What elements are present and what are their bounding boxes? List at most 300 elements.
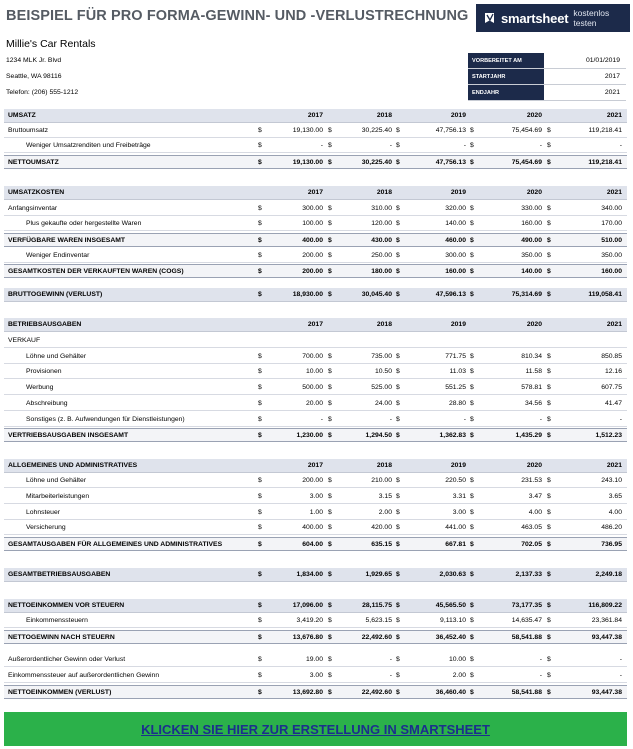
amount-cell[interactable]: 200.00 — [302, 252, 323, 259]
amount-cell[interactable]: 330.00 — [521, 205, 542, 212]
smartsheet-trial-banner[interactable] — [476, 4, 630, 32]
currency-symbol: $ — [396, 493, 400, 500]
smartsheet-logo-icon — [484, 12, 495, 24]
year-column-header: 2020 — [526, 321, 542, 328]
amount-cell[interactable]: 93,447.38 — [591, 634, 622, 641]
year-column-header: 2020 — [526, 112, 542, 119]
amount-cell[interactable]: 119,058.41 — [588, 291, 622, 298]
currency-symbol: $ — [328, 656, 332, 663]
currency-symbol: $ — [547, 252, 551, 259]
total-row — [4, 155, 627, 169]
currency-symbol: $ — [470, 237, 474, 244]
amount-cell[interactable]: 19,130.00 — [292, 159, 323, 166]
amount-cell[interactable]: - — [320, 416, 323, 423]
currency-symbol: $ — [470, 400, 474, 407]
company-address-line-1: 1234 MLK Jr. Blvd — [6, 57, 62, 64]
amount-cell[interactable]: 3.00 — [309, 672, 323, 679]
amount-cell[interactable]: 3.65 — [608, 493, 622, 500]
amount-cell[interactable]: 75,314.69 — [511, 291, 542, 298]
row-label: Einkommenssteuer auf außerordentlichen Gewinn — [8, 672, 160, 679]
amount-cell[interactable]: 551.25 — [445, 384, 466, 391]
amount-cell[interactable]: 30,225.40 — [361, 127, 392, 134]
amount-cell[interactable]: 2,249.18 — [595, 571, 622, 578]
table-row — [4, 139, 627, 153]
row-label: Einkommenssteuern — [26, 617, 88, 624]
currency-symbol: $ — [547, 571, 551, 578]
currency-symbol: $ — [470, 416, 474, 423]
amount-cell[interactable]: 1,435.29 — [515, 432, 542, 439]
table-row — [4, 397, 627, 411]
amount-cell[interactable]: 23,361.84 — [591, 617, 622, 624]
currency-symbol: $ — [258, 220, 262, 227]
row-label: BRUTTOGEWINN (VERLUST) — [8, 291, 103, 298]
amount-cell[interactable]: 160.00 — [445, 268, 466, 275]
currency-symbol: $ — [547, 509, 551, 516]
amount-cell[interactable]: 45,565.50 — [435, 602, 466, 609]
amount-cell[interactable]: 1,362.83 — [439, 432, 466, 439]
currency-symbol: $ — [328, 252, 332, 259]
amount-cell[interactable]: - — [539, 656, 542, 663]
amount-cell[interactable]: 3.15 — [378, 493, 392, 500]
amount-cell[interactable]: 75,454.69 — [511, 127, 542, 134]
amount-cell[interactable]: 635.15 — [371, 541, 392, 548]
currency-symbol: $ — [396, 142, 400, 149]
currency-symbol: $ — [258, 127, 262, 134]
amount-cell[interactable]: 2,137.33 — [515, 571, 542, 578]
row-label: Weniger Endinventar — [26, 252, 90, 259]
currency-symbol: $ — [470, 672, 474, 679]
table-row — [4, 365, 627, 379]
amount-cell[interactable]: 340.00 — [601, 205, 622, 212]
currency-symbol: $ — [396, 477, 400, 484]
amount-cell[interactable]: 2.00 — [452, 672, 466, 679]
create-in-smartsheet-button[interactable] — [4, 712, 627, 746]
currency-symbol: $ — [396, 268, 400, 275]
amount-cell[interactable]: 36,460.40 — [435, 689, 466, 696]
currency-symbol: $ — [396, 509, 400, 516]
amount-cell[interactable]: 3,419.20 — [296, 617, 323, 624]
amount-cell[interactable]: 140.00 — [445, 220, 466, 227]
amount-cell[interactable]: 4.00 — [528, 509, 542, 516]
table-row — [4, 334, 627, 348]
amount-cell[interactable]: 9,113.10 — [440, 617, 466, 624]
currency-symbol: $ — [470, 220, 474, 227]
amount-cell[interactable]: 11.03 — [449, 368, 466, 375]
amount-cell[interactable]: 17,096.00 — [292, 602, 323, 609]
amount-cell[interactable]: 1,294.50 — [365, 432, 392, 439]
currency-symbol: $ — [396, 689, 400, 696]
currency-symbol: $ — [470, 384, 474, 391]
amount-cell[interactable]: 850.85 — [601, 353, 622, 360]
amount-cell[interactable]: - — [389, 672, 392, 679]
amount-cell[interactable]: - — [389, 142, 392, 149]
amount-cell[interactable]: 667.81 — [445, 541, 466, 548]
currency-symbol: $ — [258, 493, 262, 500]
currency-symbol: $ — [258, 571, 262, 578]
currency-symbol: $ — [396, 634, 400, 641]
currency-symbol: $ — [258, 252, 262, 259]
amount-cell[interactable]: 180.00 — [371, 268, 392, 275]
currency-symbol: $ — [470, 205, 474, 212]
amount-cell[interactable]: 10.50 — [374, 368, 392, 375]
currency-symbol: $ — [547, 493, 551, 500]
brand-cta[interactable]: kostenlos testen — [573, 8, 610, 28]
amount-cell[interactable]: 170.00 — [601, 220, 622, 227]
amount-cell[interactable]: 771.75 — [445, 353, 466, 360]
currency-symbol: $ — [396, 400, 400, 407]
amount-cell[interactable]: 10.00 — [448, 656, 466, 663]
amount-cell[interactable]: 140.00 — [521, 268, 542, 275]
amount-cell[interactable]: 486.20 — [601, 524, 622, 531]
currency-symbol: $ — [328, 493, 332, 500]
row-label: NETTOEINKOMMEN (VERLUST) — [8, 689, 112, 696]
year-column-header: 2017 — [307, 321, 323, 328]
amount-cell[interactable]: 30,225.40 — [361, 159, 392, 166]
currency-symbol: $ — [396, 541, 400, 548]
amount-cell[interactable]: - — [619, 416, 622, 423]
currency-symbol: $ — [396, 368, 400, 375]
currency-symbol: $ — [547, 384, 551, 391]
currency-symbol: $ — [328, 159, 332, 166]
row-label: Werbung — [26, 384, 54, 391]
amount-cell[interactable]: 4.00 — [608, 509, 622, 516]
amount-cell[interactable]: 231.53 — [521, 477, 542, 484]
currency-symbol: $ — [258, 416, 262, 423]
end-year-value[interactable]: 2021 — [604, 89, 620, 96]
currency-symbol: $ — [396, 252, 400, 259]
table-row — [4, 217, 627, 231]
year-column-header: 2019 — [450, 112, 466, 119]
amount-cell[interactable]: 47,756.13 — [435, 159, 466, 166]
amount-cell[interactable]: 210.00 — [371, 477, 392, 484]
amount-cell[interactable]: 2.00 — [378, 509, 392, 516]
amount-cell[interactable]: 500.00 — [302, 384, 323, 391]
amount-cell[interactable]: 525.00 — [371, 384, 392, 391]
amount-cell[interactable]: 1,230.00 — [296, 432, 323, 439]
amount-cell[interactable]: 13,676.80 — [292, 634, 323, 641]
amount-cell[interactable]: 116,809.22 — [588, 602, 622, 609]
amount-cell[interactable]: 47,756.13 — [435, 127, 466, 134]
amount-cell[interactable]: 1,834.00 — [296, 571, 323, 578]
currency-symbol: $ — [547, 656, 551, 663]
info-row-prepared — [468, 53, 626, 69]
amount-cell[interactable]: 24.00 — [374, 400, 392, 407]
amount-cell[interactable]: 13,692.80 — [292, 689, 323, 696]
prepared-value[interactable]: 01/01/2019 — [585, 57, 620, 64]
amount-cell[interactable]: 1,929.65 — [365, 571, 392, 578]
amount-cell[interactable]: 3.00 — [309, 493, 323, 500]
total-row — [4, 568, 627, 582]
amount-cell[interactable]: 22,492.60 — [361, 689, 392, 696]
section-header-row — [4, 186, 627, 200]
amount-cell[interactable]: 400.00 — [302, 524, 323, 531]
currency-symbol: $ — [547, 353, 551, 360]
currency-symbol: $ — [470, 571, 474, 578]
currency-symbol: $ — [470, 432, 474, 439]
amount-cell[interactable]: 73,177.35 — [511, 602, 542, 609]
currency-symbol: $ — [547, 416, 551, 423]
amount-cell[interactable]: - — [539, 672, 542, 679]
section-header-row — [4, 459, 627, 473]
currency-symbol: $ — [258, 541, 262, 548]
amount-cell[interactable]: 3.47 — [528, 493, 542, 500]
currency-symbol: $ — [258, 268, 262, 275]
amount-cell[interactable]: - — [539, 142, 542, 149]
company-name: Millie's Car Rentals — [6, 38, 96, 50]
table-row — [4, 669, 627, 683]
currency-symbol: $ — [470, 617, 474, 624]
year-column-header: 2017 — [307, 462, 323, 469]
amount-cell[interactable]: 250.00 — [371, 252, 392, 259]
currency-symbol: $ — [396, 524, 400, 531]
currency-symbol: $ — [547, 524, 551, 531]
amount-cell[interactable]: 810.34 — [521, 353, 542, 360]
table-row — [4, 381, 627, 395]
amount-cell[interactable]: 160.00 — [521, 220, 542, 227]
amount-cell[interactable]: 578.81 — [521, 384, 542, 391]
amount-cell[interactable]: - — [619, 142, 622, 149]
amount-cell[interactable]: 702.05 — [521, 541, 542, 548]
currency-symbol: $ — [470, 493, 474, 500]
amount-cell[interactable]: - — [539, 416, 542, 423]
year-column-header: 2019 — [450, 462, 466, 469]
currency-symbol: $ — [470, 524, 474, 531]
currency-symbol: $ — [470, 368, 474, 375]
currency-symbol: $ — [328, 384, 332, 391]
amount-cell[interactable]: 350.00 — [521, 252, 542, 259]
amount-cell[interactable]: 300.00 — [302, 205, 323, 212]
amount-cell[interactable]: 1.00 — [309, 509, 323, 516]
amount-cell[interactable]: 20.00 — [305, 400, 323, 407]
start-year-value[interactable]: 2017 — [604, 73, 620, 80]
currency-symbol: $ — [328, 268, 332, 275]
amount-cell[interactable]: 19.00 — [305, 656, 323, 663]
amount-cell[interactable]: 320.00 — [445, 205, 466, 212]
row-label: Außerordentlicher Gewinn oder Verlust — [8, 656, 126, 663]
amount-cell[interactable]: 510.00 — [601, 237, 622, 244]
amount-cell[interactable]: 58,541.88 — [511, 634, 542, 641]
amount-cell[interactable]: 441.00 — [445, 524, 466, 531]
currency-symbol: $ — [470, 656, 474, 663]
company-phone: Telefon: (206) 555-1212 — [6, 89, 79, 96]
amount-cell[interactable]: 490.00 — [521, 237, 542, 244]
amount-cell[interactable]: 47,596.13 — [435, 291, 466, 298]
currency-symbol: $ — [470, 291, 474, 298]
row-label: Lohnsteuer — [26, 509, 61, 516]
amount-cell[interactable]: 350.00 — [601, 252, 622, 259]
currency-symbol: $ — [547, 634, 551, 641]
amount-cell[interactable]: 5,623.15 — [365, 617, 392, 624]
amount-cell[interactable]: - — [463, 416, 466, 423]
currency-symbol: $ — [328, 142, 332, 149]
amount-cell[interactable]: 220.50 — [445, 477, 466, 484]
amount-cell[interactable]: 28.80 — [448, 400, 466, 407]
company-address-line-2: Seattle, WA 98116 — [6, 73, 62, 80]
info-box — [468, 53, 626, 101]
amount-cell[interactable]: 18,930.00 — [292, 291, 323, 298]
currency-symbol: $ — [547, 205, 551, 212]
currency-symbol: $ — [328, 432, 332, 439]
year-column-header: 2018 — [376, 189, 392, 196]
currency-symbol: $ — [258, 477, 262, 484]
amount-cell[interactable]: 200.00 — [302, 268, 323, 275]
amount-cell[interactable]: 75,454.69 — [511, 159, 542, 166]
currency-symbol: $ — [328, 634, 332, 641]
currency-symbol: $ — [547, 477, 551, 484]
table-row — [4, 506, 627, 520]
currency-symbol: $ — [328, 477, 332, 484]
amount-cell[interactable]: 160.00 — [601, 268, 622, 275]
table-row — [4, 413, 627, 427]
amount-cell[interactable]: 300.00 — [445, 252, 466, 259]
amount-cell[interactable]: 41.47 — [604, 400, 622, 407]
row-label: Anfangsinventar — [8, 205, 58, 212]
table-row — [4, 614, 627, 628]
row-label: Provisionen — [26, 368, 62, 375]
currency-symbol: $ — [470, 353, 474, 360]
year-column-header: 2018 — [376, 462, 392, 469]
total-row — [4, 288, 627, 302]
currency-symbol: $ — [470, 142, 474, 149]
amount-cell[interactable]: 119,218.41 — [588, 159, 622, 166]
amount-cell[interactable]: 700.00 — [302, 353, 323, 360]
amount-cell[interactable]: 19,130.00 — [292, 127, 323, 134]
amount-cell[interactable]: - — [320, 142, 323, 149]
row-label: Sonstiges (z. B. Aufwendungen für Dienstleistungen) — [26, 416, 185, 423]
amount-cell[interactable]: 100.00 — [302, 220, 323, 227]
currency-symbol: $ — [396, 127, 400, 134]
prepared-label: VORBEREITET AM — [468, 53, 544, 68]
amount-cell[interactable]: 200.00 — [302, 477, 323, 484]
amount-cell[interactable]: 310.00 — [371, 205, 392, 212]
currency-symbol: $ — [547, 602, 551, 609]
amount-cell[interactable]: - — [619, 672, 622, 679]
amount-cell[interactable]: 11.58 — [525, 368, 542, 375]
currency-symbol: $ — [328, 368, 332, 375]
currency-symbol: $ — [258, 524, 262, 531]
info-row-end-year — [468, 85, 626, 101]
currency-symbol: $ — [547, 689, 551, 696]
amount-cell[interactable]: 36,452.40 — [435, 634, 466, 641]
currency-symbol: $ — [547, 291, 551, 298]
currency-symbol: $ — [258, 368, 262, 375]
amount-cell[interactable]: - — [619, 656, 622, 663]
year-column-header: 2019 — [450, 189, 466, 196]
amount-cell[interactable]: 400.00 — [302, 237, 323, 244]
currency-symbol: $ — [470, 477, 474, 484]
amount-cell[interactable]: 3.31 — [452, 493, 466, 500]
table-row — [4, 599, 627, 613]
currency-symbol: $ — [396, 656, 400, 663]
amount-cell[interactable]: 119,218.41 — [588, 127, 622, 134]
amount-cell[interactable]: 607.75 — [601, 384, 622, 391]
create-in-smartsheet-label[interactable]: KLICKEN SIE HIER ZUR ERSTELLUNG IN SMARTSHEET — [141, 721, 490, 737]
currency-symbol: $ — [547, 400, 551, 407]
currency-symbol: $ — [258, 672, 262, 679]
row-label: Mitarbeiterleistungen — [26, 493, 90, 500]
currency-symbol: $ — [396, 353, 400, 360]
amount-cell[interactable]: - — [389, 416, 392, 423]
amount-cell[interactable]: 14,635.47 — [511, 617, 542, 624]
currency-symbol: $ — [328, 524, 332, 531]
table-row — [4, 202, 627, 216]
amount-cell[interactable]: 3.00 — [452, 509, 466, 516]
currency-symbol: $ — [470, 634, 474, 641]
currency-symbol: $ — [258, 509, 262, 516]
year-column-header: 2021 — [606, 112, 622, 119]
amount-cell[interactable]: 243.10 — [601, 477, 622, 484]
currency-symbol: $ — [396, 617, 400, 624]
amount-cell[interactable]: - — [463, 142, 466, 149]
currency-symbol: $ — [258, 432, 262, 439]
amount-cell[interactable]: 10.00 — [305, 368, 323, 375]
currency-symbol: $ — [547, 159, 551, 166]
amount-cell[interactable]: 22,492.60 — [361, 634, 392, 641]
row-label: VERTRIEBSAUSGABEN INSGESAMT — [8, 432, 129, 439]
amount-cell[interactable]: 12.16 — [604, 368, 622, 375]
currency-symbol: $ — [470, 127, 474, 134]
amount-cell[interactable]: 735.00 — [371, 353, 392, 360]
year-column-header: 2018 — [376, 112, 392, 119]
amount-cell[interactable]: 604.00 — [302, 541, 323, 548]
currency-symbol: $ — [258, 656, 262, 663]
table-row — [4, 490, 627, 504]
amount-cell[interactable]: 430.00 — [371, 237, 392, 244]
amount-cell[interactable]: 420.00 — [371, 524, 392, 531]
total-row — [4, 685, 627, 699]
currency-symbol: $ — [328, 672, 332, 679]
amount-cell[interactable]: 34.56 — [524, 400, 542, 407]
table-row — [4, 249, 627, 263]
amount-cell[interactable]: - — [389, 656, 392, 663]
row-label: Löhne und Gehälter — [26, 353, 87, 360]
currency-symbol: $ — [328, 509, 332, 516]
currency-symbol: $ — [470, 602, 474, 609]
currency-symbol: $ — [547, 541, 551, 548]
currency-symbol: $ — [258, 634, 262, 641]
currency-symbol: $ — [396, 205, 400, 212]
amount-cell[interactable]: 93,447.38 — [591, 689, 622, 696]
row-label: GESAMTKOSTEN DER VERKAUFTEN WAREN (COGS) — [8, 268, 184, 275]
row-label: NETTOGEWINN NACH STEUERN — [8, 634, 115, 641]
currency-symbol: $ — [396, 416, 400, 423]
amount-cell[interactable]: 1,512.23 — [595, 432, 622, 439]
total-row — [4, 428, 627, 442]
row-label: NETTOUMSATZ — [8, 159, 59, 166]
currency-symbol: $ — [470, 252, 474, 259]
amount-cell[interactable]: 120.00 — [371, 220, 392, 227]
currency-symbol: $ — [396, 602, 400, 609]
amount-cell[interactable]: 2,030.63 — [439, 571, 466, 578]
currency-symbol: $ — [547, 672, 551, 679]
amount-cell[interactable]: 460.00 — [445, 237, 466, 244]
amount-cell[interactable]: 736.95 — [601, 541, 622, 548]
row-label: VERFÜGBARE WAREN INSGESAMT — [8, 237, 126, 244]
currency-symbol: $ — [258, 159, 262, 166]
amount-cell[interactable]: 28,115.75 — [362, 602, 392, 609]
currency-symbol: $ — [258, 142, 262, 149]
year-column-header: 2021 — [606, 189, 622, 196]
amount-cell[interactable]: 58,541.88 — [511, 689, 542, 696]
amount-cell[interactable]: 463.05 — [521, 524, 542, 531]
row-label: Weniger Umsatzrenditen und Freibeträge — [26, 142, 151, 149]
currency-symbol: $ — [470, 509, 474, 516]
currency-symbol: $ — [470, 268, 474, 275]
year-column-header: 2020 — [526, 462, 542, 469]
amount-cell[interactable]: 30,045.40 — [361, 291, 392, 298]
row-label: VERKAUF — [8, 337, 41, 344]
row-label: UMSATZ — [8, 112, 36, 119]
